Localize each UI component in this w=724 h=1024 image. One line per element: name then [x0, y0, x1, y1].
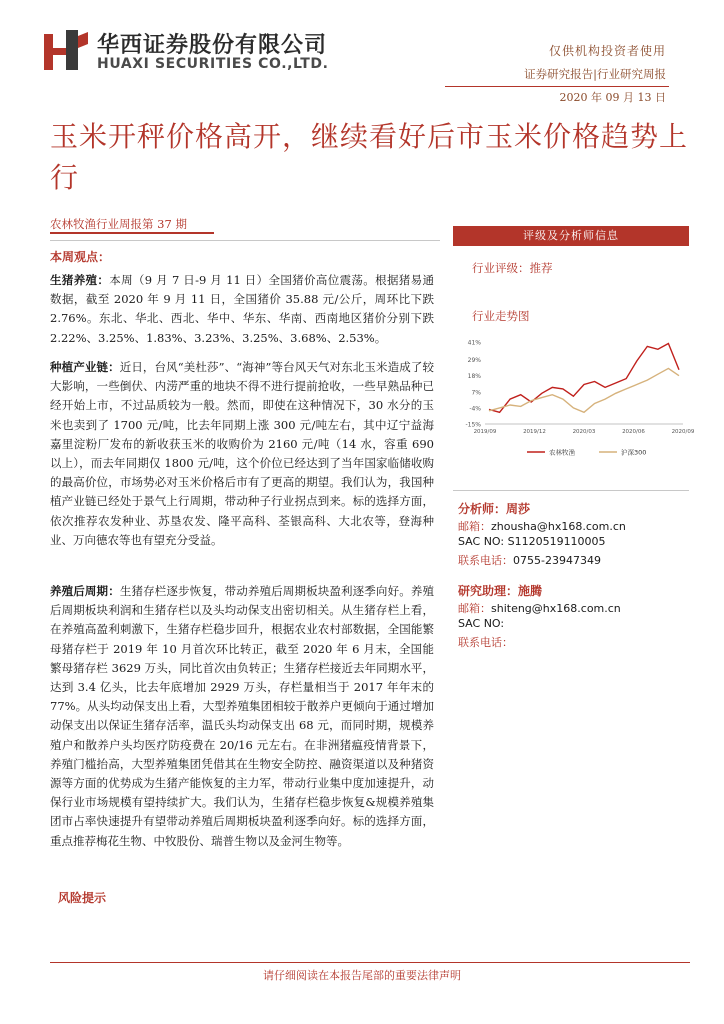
company-name-en: HUAXI SECURITIES CO.,LTD.	[97, 56, 329, 72]
legend-label: 沪深300	[621, 448, 647, 457]
x-tick-label: 2019/09	[473, 429, 497, 435]
viewpoint-heading: 本周观点：	[50, 250, 111, 264]
y-tick-label: -4%	[469, 405, 481, 413]
analyst-sac: SAC NO: S1120519110005	[458, 535, 606, 548]
series-line-沪深300	[489, 368, 679, 412]
footer-divider	[50, 962, 690, 963]
header-divider	[445, 86, 669, 87]
y-tick-label: 29%	[467, 357, 481, 365]
legend-label: 农林牧渔	[549, 448, 575, 457]
x-tick-label: 2020/06	[622, 429, 645, 435]
breed-text: 生猪存栏逐步恢复，带动养殖后周期板块盈利逐季向好。养殖后周期板块利润和生猪存栏以及头均动保支出密切相关。从生猪存栏上看，在养殖高盈利刺激下，生猪存栏稳步回升，根据农业农村部数据，全国能繁母猪存栏于 2019 年 10 月首次环比转正，截至 2020 年 6 月末，全国能繁母猪存栏 3629 万头，同比首次由负转正；生猪存栏接近去年同期水平，达到 3.4 亿头，比去年底增加 2929 万头，存栏量相当于 2017 年年末的 77%。从头均动保支出上看，大型养殖集团相较于散养户更倾向于通过增加动保支出以保证生猪存活率，温氏头均动保支出 68 元，而同时期，规模养殖户和散养户头均医疗防疫费在 20/16 元左右。在非洲猪瘟疫情背景下，养殖门槛抬高，大型养殖集团凭借其在生物安全防控、融资渠道以及种猪资源等方面的优势成为生猪产能恢复的主力军，带动行业集中度加速提升，动保行业市场规模有望持续扩大。我们认为，生猪存栏稳步恢复&规模养殖集团市占率快速提升有望带动养殖后周期板块盈利逐季向好。标的选择方面，重点推荐梅花生物、中牧股份、瑞普生物以及金河生物等。	[50, 584, 434, 848]
breed-label: 养殖后周期：	[50, 584, 120, 598]
seed-label: 种植产业链：	[50, 360, 120, 374]
assistant-phone-label: 联系电话：	[458, 636, 513, 649]
rating-panel-title: 评级及分析师信息	[453, 226, 689, 246]
hog-label: 生猪养殖：	[50, 273, 110, 287]
report-series: 农林牧渔行业周报第 37 期	[50, 217, 187, 231]
legal-notice: 请仔细阅读在本报告尾部的重要法律声明	[263, 969, 461, 982]
analyst-phone: 0755-23947349	[513, 554, 601, 567]
y-tick-label: 7%	[471, 389, 481, 397]
right-divider	[453, 490, 689, 491]
y-tick-label: 18%	[467, 373, 481, 381]
y-tick-label: 41%	[467, 339, 481, 347]
company-logo-icon	[44, 30, 88, 72]
x-tick-label: 2020/03	[572, 429, 596, 435]
assistant-email[interactable]: shiteng@hx168.com.cn	[491, 602, 621, 615]
x-tick-label: 2019/12	[523, 429, 546, 435]
assistant-phone-row	[458, 634, 513, 650]
breed-paragraph	[50, 582, 434, 851]
chart-title: 行业走势图	[472, 309, 530, 323]
series-underline	[50, 232, 214, 234]
seed-paragraph	[50, 358, 434, 550]
x-tick-label: 2020/09	[671, 429, 695, 435]
left-divider	[50, 240, 440, 241]
assistant-email-label: 邮箱：	[458, 602, 491, 615]
report-date: 2020 年 09 月 13 日	[559, 91, 666, 104]
hog-paragraph	[50, 271, 434, 348]
audience-note: 仅供机构投资者使用	[548, 44, 666, 58]
assistant-heading: 研究助理：施腾	[458, 584, 543, 598]
y-tick-label: -15%	[465, 421, 481, 429]
analyst-phone-label: 联系电话：	[458, 554, 513, 567]
industry-trend-chart	[455, 332, 695, 464]
hog-text: 本周（9 月 7 日-9 月 11 日）全国猪价高位震荡。根据猪易通数据，截至 2020 年 9 月 11 日，全国猪价 35.88 元/公斤，周环比下跌 2.76%。东北、华北、西北、华中、华东、华南、西南地区猪价分别下跌 2.22%、3.25%、1.83%、3.23%、3.25%、3.68%、2.53%。	[50, 273, 434, 345]
analyst-email-label: 邮箱：	[458, 520, 491, 533]
analyst-email-row	[458, 518, 626, 534]
assistant-sac: SAC NO:	[458, 617, 505, 630]
company-name-cn: 华西证券股份有限公司	[97, 33, 328, 58]
risk-heading: 风险提示	[58, 891, 107, 905]
analyst-email[interactable]: zhousha@hx168.com.cn	[491, 520, 626, 533]
analyst-heading: 分析师：周莎	[458, 502, 531, 516]
assistant-email-row	[458, 600, 621, 616]
industry-rating: 行业评级：推荐	[472, 261, 553, 275]
report-title: 玉米开秤价格高开，继续看好后市玉米价格趋势上行	[50, 120, 689, 194]
seed-text: 近日，台风“美杜莎”、“海神”等台风天气对东北玉米造成了较大影响，一些倒伏、内涝严重的地块不得不进行提前抢收，一些早熟品种已经开始上市，不过品质较为一般。然而，即使在这种情况下，30 水分的玉米也卖到了 1700 元/吨，比去年同期上涨 300 元/吨左右，其中辽宁益海嘉里淀粉厂发布的新收获玉米的收购价为 2160 元/吨（14 水，容重 690 以上），而去年同期仅 1800 元/吨，这个价位已经达到了当年国家临储收购的最高价位，市场势必对玉米价格后市有了更高的期望。我们认为，我国种植产业链已经处于景气上行周期，带动种子行业拐点到来。标的选择方面，依次推荐农发种业、苏垦农发、隆平高科、荃银高科、大北农等，登海种业、万向德农等也有望充分受益。	[50, 360, 434, 547]
report-type: 证券研究报告|行业研究周报	[524, 67, 666, 81]
analyst-phone-row	[458, 552, 601, 568]
